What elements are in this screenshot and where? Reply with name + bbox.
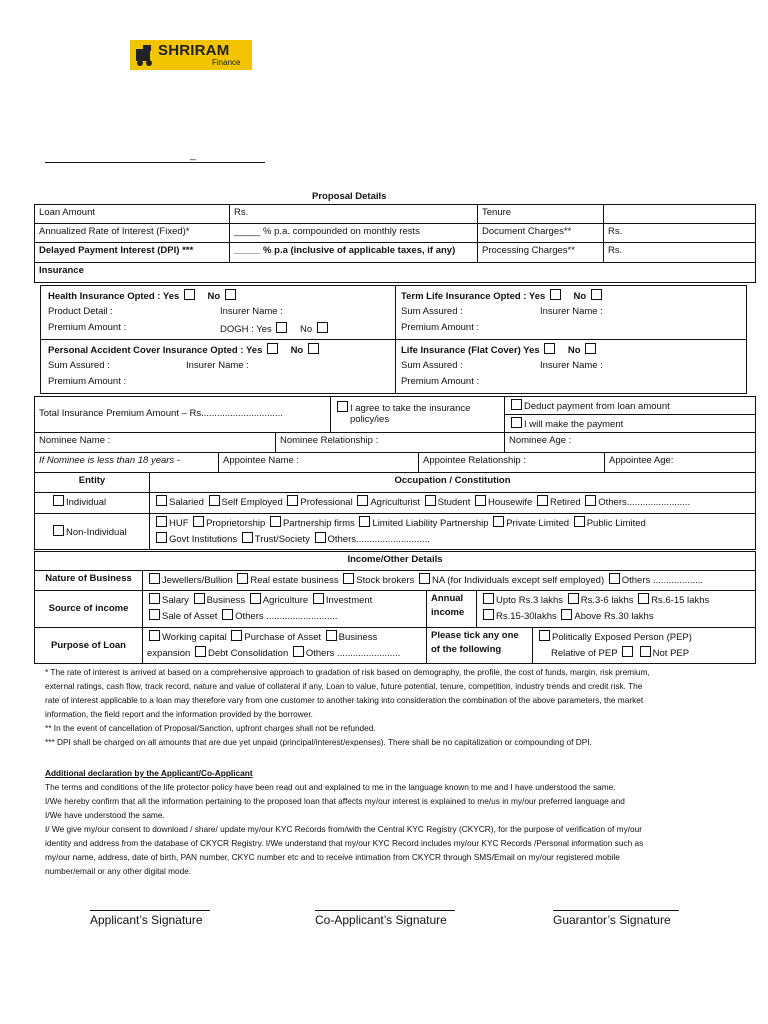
housewife-checkbox[interactable]	[475, 495, 486, 506]
life-sum-assured: Sum Assured :	[401, 360, 463, 371]
non-ind-others-checkbox[interactable]	[315, 532, 326, 543]
govt-checkbox[interactable]	[156, 532, 167, 543]
partnership-label: Partnership firms	[282, 518, 355, 529]
rate-notes: * The rate of interest is arrived at based on a comprehensive approach to gradation of risk based on demography, the profile, the cost of funds, margin, risk premium, external ratings, cash flow, track record, nature and value of collateral if any, Loan to value, future potential, tenure, competition, industry trends and credit risk. The rate of interest applicable to a loan may therefore vary from one customer to another taking into consideration the combination of the above parameters, the market information, the field report and the information provided by the borrower. ** In the event of cancellation of Proposal/Sanction, upfront charges shall not be refunded. *** DPI shall be charged on all amounts that are due yet unpaid (principal/interest/expenses). There shall be no capitalization or compounding of DPI.	[45, 667, 650, 747]
huf-label: HUF	[169, 518, 189, 529]
term-life-label: Term Life Insurance Opted : Yes No	[401, 289, 604, 302]
3-6-label: Rs.3-6 lakhs	[580, 595, 634, 606]
term-sum-assured: Sum Assured :	[401, 306, 463, 317]
proprietorship-label: Proprietorship	[206, 518, 266, 529]
debt-consolidation-label: Debt Consolidation	[207, 648, 289, 659]
term-premium-label: Premium Amount :	[401, 322, 480, 333]
individual-checkbox[interactable]	[53, 495, 64, 506]
processing-charges-field[interactable]: Rs.	[603, 242, 756, 263]
pa-yes-checkbox[interactable]	[267, 343, 278, 354]
dogh-yes-checkbox[interactable]	[276, 322, 287, 333]
annual-income-label: Annual income	[426, 590, 477, 628]
not-pep-checkbox[interactable]	[640, 646, 651, 657]
dogh-no-checkbox[interactable]	[317, 322, 328, 333]
guarantor-signature-label: Guarantor’s Signature	[553, 913, 671, 927]
upto-3-label: Upto Rs.3 lakhs	[496, 595, 564, 606]
debt-consolidation-checkbox[interactable]	[195, 646, 206, 657]
make-payment-label: I will make the payment	[524, 419, 624, 430]
source-others-label: Others ...........................	[235, 611, 338, 622]
health-premium-label: Premium Amount :	[48, 322, 127, 333]
occupation-heading: Occupation / Constitution	[149, 472, 756, 493]
jewellers-checkbox[interactable]	[149, 573, 160, 584]
source-others-checkbox[interactable]	[222, 609, 233, 620]
jewellers-label: Jewellers/Bullion	[162, 575, 233, 586]
purpose-label: Purpose of Loan	[34, 627, 143, 664]
deduct-label: Deduct payment from loan amount	[524, 401, 670, 412]
6-15-checkbox[interactable]	[638, 593, 649, 604]
health-insurance-label: Health Insurance Opted : Yes No	[48, 289, 238, 302]
appointee-name[interactable]: Appointee Name :	[218, 452, 419, 473]
purchase-asset-checkbox[interactable]	[231, 630, 242, 641]
tenure-field[interactable]	[603, 204, 756, 224]
pep-checkbox[interactable]	[539, 630, 550, 641]
sale-asset-checkbox[interactable]	[149, 609, 160, 620]
individual-label: Individual	[66, 497, 107, 508]
above-30-checkbox[interactable]	[561, 609, 572, 620]
make-payment-box	[504, 414, 756, 433]
health-insurer-name: Insurer Name :	[220, 306, 283, 317]
non-individual-options	[149, 513, 756, 550]
15-30-label: Rs.15-30lakhs	[496, 611, 557, 622]
housewife-label: Housewife	[487, 497, 533, 508]
trust-label: Trust/Society	[254, 534, 310, 545]
not-pep-label: Not PEP	[652, 648, 690, 659]
loan-amount-field[interactable]: Rs.	[229, 204, 478, 224]
business-checkbox[interactable]	[194, 593, 205, 604]
student-checkbox[interactable]	[425, 495, 436, 506]
nominee-name[interactable]: Nominee Name :	[34, 432, 276, 453]
pa-sum-assured: Sum Assured :	[48, 360, 110, 371]
upto-3-checkbox[interactable]	[483, 593, 494, 604]
business-expansion-checkbox[interactable]	[326, 630, 337, 641]
working-capital-checkbox[interactable]	[149, 630, 160, 641]
pa-cover-label: Personal Accident Cover Insurance Opted : Yes No	[48, 343, 321, 356]
shriram-finance-logo	[130, 40, 252, 70]
non-individual-label: Non-Individual	[66, 527, 127, 538]
trust-checkbox[interactable]	[242, 532, 253, 543]
real-estate-label: Real estate business	[250, 575, 339, 586]
term-insurer-name: Insurer Name :	[540, 306, 603, 317]
guarantor-signature-line[interactable]	[553, 910, 679, 911]
agree-checkbox[interactable]	[337, 401, 348, 412]
sale-asset-label: Sale of Asset	[162, 611, 218, 622]
salaried-label: Salaried	[169, 497, 204, 508]
salary-checkbox[interactable]	[149, 593, 160, 604]
agree-label-2: policy/ies	[350, 414, 390, 425]
business-expansion-label: Business	[338, 632, 378, 643]
deduct-box	[504, 396, 756, 415]
proprietorship-checkbox[interactable]	[193, 516, 204, 527]
pa-premium-label: Premium Amount :	[48, 376, 127, 387]
professional-label: Professional	[300, 497, 353, 508]
agriculture-checkbox[interactable]	[250, 593, 261, 604]
relative-pep-checkbox[interactable]	[622, 646, 633, 657]
health-no-checkbox[interactable]	[225, 289, 236, 300]
life-yes-checkbox[interactable]	[544, 343, 555, 354]
dogh-label: DOGH : Yes No	[220, 322, 330, 335]
tick-label: Please tick any one of the following	[426, 627, 533, 664]
public-limited-checkbox[interactable]	[574, 516, 585, 527]
make-payment-checkbox[interactable]	[511, 417, 522, 428]
purchase-asset-label: Purchase of Asset	[244, 632, 321, 643]
purpose-options	[142, 627, 427, 664]
pep-options	[532, 627, 756, 664]
rate-field[interactable]: _____ % p.a. compounded on monthly rests	[229, 223, 478, 243]
stock-brokers-label: Stock brokers	[356, 575, 415, 586]
header-line	[45, 162, 265, 163]
logo-name: SHRIRAM	[158, 42, 230, 59]
na-checkbox[interactable]	[419, 573, 430, 584]
co-applicant-signature-line[interactable]	[315, 910, 455, 911]
applicant-signature-line[interactable]	[90, 910, 210, 911]
huf-checkbox[interactable]	[156, 516, 167, 527]
nominee-age[interactable]: Nominee Age :	[504, 432, 756, 453]
nominee-relationship[interactable]: Nominee Relationship :	[275, 432, 505, 453]
investment-checkbox[interactable]	[313, 593, 324, 604]
non-individual-cell	[34, 513, 150, 550]
investment-label: Investment	[325, 595, 373, 606]
loan-amount-label: Loan Amount	[34, 204, 230, 224]
private-limited-checkbox[interactable]	[493, 516, 504, 527]
appointee-age[interactable]: Appointee Age:	[604, 452, 756, 473]
agriculturist-checkbox[interactable]	[357, 495, 368, 506]
llp-checkbox[interactable]	[359, 516, 370, 527]
minor-note: If Nominee is less than 18 years -	[34, 452, 219, 473]
na-label: NA (for Individuals except self employed)	[431, 575, 605, 586]
entity-heading: Entity	[34, 472, 150, 493]
salaried-checkbox[interactable]	[156, 495, 167, 506]
purpose-others-label: Others ........................	[305, 648, 401, 659]
govt-label: Govt Institutions	[169, 534, 238, 545]
6-15-label: Rs.6-15 lakhs	[651, 595, 710, 606]
agriculturist-label: Agriculturist	[370, 497, 420, 508]
pa-no-checkbox[interactable]	[308, 343, 319, 354]
agree-label: I agree to take the insurance	[335, 401, 470, 414]
purpose-others-checkbox[interactable]	[293, 646, 304, 657]
declaration: Additional declaration by the Applicant/Co-Applicant The terms and conditions of the life protector policy have been read out and explained to me in the language known to me and I have understood the same. I/We hereby confirm that all the information pertaining to the proposed loan that affects my/our interest is explained to me/us in my/our preferred language and I/We have understood the same. I/ We give my/our consent to download / share/ update my/our KYC Records from/with the Central KYC Registry (CKYCR), for the purpose of verification of my/our identity and address from the database of CKYCR Registry. I/We understand that my/our KYC Record includes my/our KYC Records /Personal information such as my/our name, address, date of birth, PAN number, CKYC number etc and to receive intimation from CKYCR through SMS/Email on my/our registered mobile number/email or any other digital mode.	[45, 766, 735, 878]
dpi-label: Delayed Payment Interest (DPI) ***	[34, 242, 230, 263]
source-label: Source of income	[34, 590, 143, 628]
private-limited-label: Private Limited	[506, 518, 570, 529]
ind-others-checkbox[interactable]	[585, 495, 596, 506]
real-estate-checkbox[interactable]	[237, 573, 248, 584]
top-dash: _	[190, 150, 196, 161]
pa-insurer-name: Insurer Name :	[186, 360, 249, 371]
co-applicant-signature-label: Co-Applicant’s Signature	[315, 913, 447, 927]
truck-icon	[134, 43, 156, 67]
proposal-title: Proposal Details	[312, 191, 387, 202]
life-premium-label: Premium Amount :	[401, 376, 480, 387]
working-capital-label: Working capital	[162, 632, 227, 643]
individual-cell	[34, 492, 150, 514]
stock-brokers-checkbox[interactable]	[343, 573, 354, 584]
non-individual-checkbox[interactable]	[53, 525, 64, 536]
student-label: Student	[437, 497, 471, 508]
applicant-signature-label: Applicant’s Signature	[90, 913, 203, 927]
life-insurer-name: Insurer Name :	[540, 360, 603, 371]
nature-options	[142, 570, 756, 591]
tenure-label: Tenure	[477, 204, 604, 224]
15-30-checkbox[interactable]	[483, 609, 494, 620]
dpi-field[interactable]: _____ % p.a (inclusive of applicable taxes, if any)	[229, 242, 478, 263]
3-6-checkbox[interactable]	[568, 593, 579, 604]
non-ind-others-label: Others............................	[327, 534, 430, 545]
total-premium-label: Total Insurance Premium Amount – Rs...............................	[34, 396, 331, 433]
health-yes-checkbox[interactable]	[184, 289, 195, 300]
nature-label: Nature of Business	[34, 570, 143, 591]
insurance-heading: Insurance	[34, 262, 756, 283]
declaration-heading: Additional declaration by the Applicant/Co-Applicant	[45, 768, 253, 778]
appointee-relationship[interactable]: Appointee Relationship :	[418, 452, 605, 473]
above-30-label: Above Rs.30 lakhs	[574, 611, 654, 622]
source-options	[142, 590, 427, 628]
self-employed-label: Self Employed	[221, 497, 283, 508]
annual-options	[476, 590, 756, 628]
nature-others-checkbox[interactable]	[609, 573, 620, 584]
life-flat-label: Life Insurance (Flat Cover) Yes No	[401, 343, 598, 356]
term-no-checkbox[interactable]	[591, 289, 602, 300]
business-label: Business	[206, 595, 246, 606]
document-charges-label: Document Charges**	[477, 223, 604, 243]
expansion-label: expansion	[147, 648, 191, 659]
pep-label: Politically Exposed Person (PEP)	[552, 632, 692, 643]
partnership-checkbox[interactable]	[270, 516, 281, 527]
document-charges-field[interactable]: Rs.	[603, 223, 756, 243]
ind-others-label: Others........................	[598, 497, 691, 508]
self-employed-checkbox[interactable]	[209, 495, 220, 506]
term-yes-checkbox[interactable]	[550, 289, 561, 300]
nature-others-label: Others ...................	[621, 575, 704, 586]
life-no-checkbox[interactable]	[585, 343, 596, 354]
logo-sub: Finance	[212, 58, 241, 67]
deduct-checkbox[interactable]	[511, 399, 522, 410]
rate-label: Annualized Rate of Interest (Fixed)*	[34, 223, 230, 243]
retired-checkbox[interactable]	[537, 495, 548, 506]
relative-pep-label: Relative of PEP	[551, 648, 618, 659]
salary-label: Salary	[162, 595, 189, 606]
processing-charges-label: Processing Charges**	[477, 242, 604, 263]
individual-options	[149, 492, 756, 514]
llp-label: Limited Liability Partnership	[372, 518, 489, 529]
income-heading: Income/Other Details	[34, 551, 756, 571]
professional-checkbox[interactable]	[287, 495, 298, 506]
agriculture-label: Agriculture	[262, 595, 309, 606]
product-detail-label: Product Detail :	[48, 306, 113, 317]
retired-label: Retired	[549, 497, 581, 508]
public-limited-label: Public Limited	[586, 518, 646, 529]
